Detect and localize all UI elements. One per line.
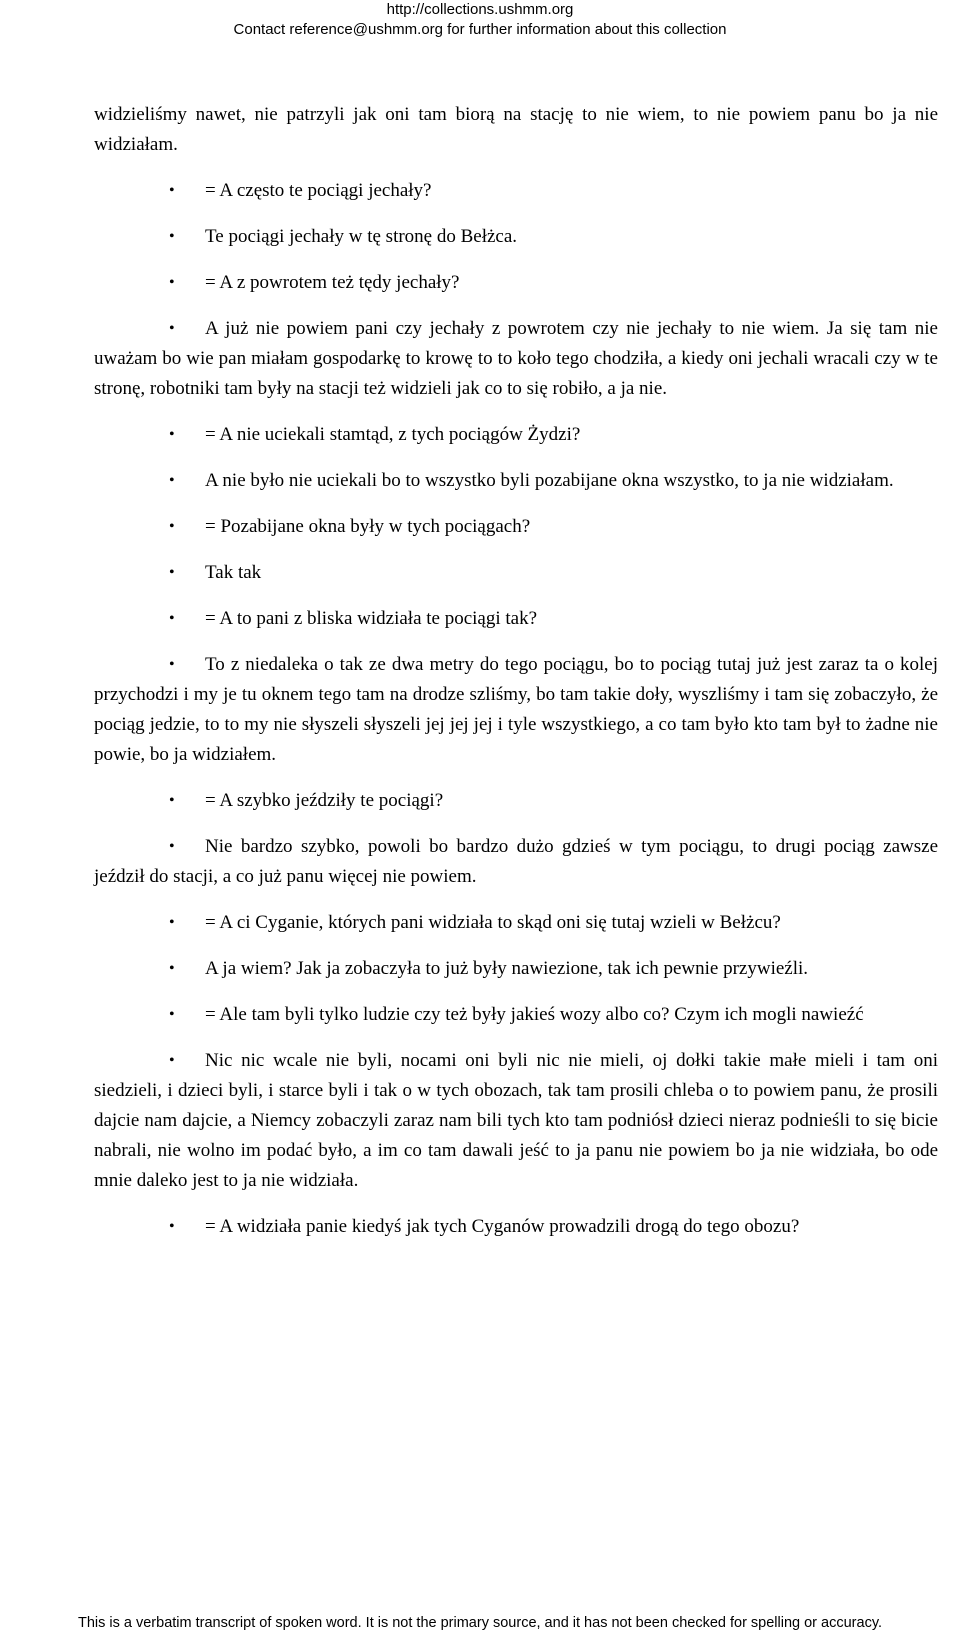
transcript-entry (94, 650, 938, 770)
bullet-icon: • (169, 1006, 175, 1023)
bullet-icon: • (169, 564, 175, 581)
transcript-entry (94, 954, 938, 984)
entry-text: Nie bardzo szybko, powoli bo bardzo dużo gdzieś w tym pociągu, to drugi pociąg zawsze jeździł do stacji, a co już panu więcej nie powiem. (94, 836, 938, 887)
entry-text: = A nie uciekali stamtąd, z tych pociągów Żydzi? (205, 424, 581, 445)
entry-text: Te pociągi jechały w tę stronę do Bełżca. (205, 226, 518, 247)
transcript-entry (94, 268, 938, 298)
entry-text: = A widziała panie kiedyś jak tych Cyganów prowadzili drogą do tego obozu? (205, 1216, 800, 1237)
page-footer (0, 1612, 960, 1634)
transcript-entry (94, 1212, 938, 1242)
bullet-icon: • (169, 426, 175, 443)
entry-text: = Ale tam byli tylko ludzie czy też były jakieś wozy albo co? Czym ich mogli nawieźć (205, 1004, 864, 1025)
bullet-icon: • (169, 320, 175, 337)
transcript-entry (94, 176, 938, 206)
bullet-icon: • (169, 228, 175, 245)
entry-text: = A z powrotem też tędy jechały? (205, 272, 460, 293)
bullet-icon: • (169, 838, 175, 855)
entry-text: A ja wiem? Jak ja zobaczyła to już były nawiezione, tak ich pewnie przywieźli. (205, 958, 809, 979)
transcript-entry (94, 1046, 938, 1196)
entry-text: = A to pani z bliska widziała te pociągi tak? (205, 608, 538, 629)
transcript-entry (94, 512, 938, 542)
bullet-icon: • (169, 274, 175, 291)
bullet-icon: • (169, 1052, 175, 1069)
transcript-entry (94, 314, 938, 404)
intro-paragraph: widzieliśmy nawet, nie patrzyli jak oni tam biorą na stację to nie wiem, to nie powiem panu bo ja nie widziałam. (94, 104, 938, 155)
bullet-icon: • (169, 656, 175, 673)
transcript-entry (94, 466, 938, 496)
bullet-icon: • (169, 1218, 175, 1235)
bullet-icon: • (169, 472, 175, 489)
collection-url[interactable]: http://collections.ushmm.org (386, 1, 574, 18)
page-header (0, 0, 960, 40)
transcript-entries (94, 176, 938, 1242)
bullet-icon: • (169, 518, 175, 535)
transcript-body (94, 100, 938, 1258)
entry-text: = Pozabijane okna były w tych pociągach? (205, 516, 531, 537)
entry-text: A nie było nie uciekali bo to wszystko byli pozabijane okna wszystko, to ja nie widziałam. (205, 470, 894, 491)
contact-line: Contact reference@ushmm.org for further information about this collection (233, 21, 727, 38)
entry-text: = A często te pociągi jechały? (205, 180, 432, 201)
transcript-entry (94, 1000, 938, 1030)
entry-text: Tak tak (205, 562, 262, 583)
bullet-icon: • (169, 792, 175, 809)
entry-text: To z niedaleka o tak ze dwa metry do tego pociągu, bo to pociąg tutaj już jest zaraz ta o kolej przychodzi i my je tu oknem tego tam na drodze szliśmy, bo tam takie doły, wyszliśmy i tam się zobaczyło, że pociąg jedzie, to to my nie słyszeli słyszeli jej jej jej i tyle wszystkiego, a co tam było kto tam był to żadne nie powie, bo ja widziałem. (94, 654, 938, 765)
transcript-entry (94, 222, 938, 252)
bullet-icon: • (169, 914, 175, 931)
entry-text: = A ci Cyganie, których pani widziała to skąd oni się tutaj wzieli w Bełżcu? (205, 912, 781, 933)
entry-text: A już nie powiem pani czy jechały z powrotem czy nie jechały to nie wiem. Ja się tam nie uważam bo wie pan miałam gospodarkę to krowę to to koło tego chodziła, a kiedy oni jechali wracali czy w te stronę, robotniki tam były na stacji też widzieli jak co to się robiło, a ja nie. (94, 318, 938, 399)
disclaimer-text: This is a verbatim transcript of spoken word. It is not the primary source, and it has not been checked for spelling or accuracy. (77, 1615, 883, 1631)
entry-text: = A szybko jeździły te pociągi? (205, 790, 444, 811)
transcript-entry (94, 420, 938, 450)
transcript-entry (94, 908, 938, 938)
bullet-icon: • (169, 610, 175, 627)
transcript-entry (94, 604, 938, 634)
transcript-entry (94, 558, 938, 588)
bullet-icon: • (169, 182, 175, 199)
transcript-entry (94, 786, 938, 816)
bullet-icon: • (169, 960, 175, 977)
entry-text: Nic nic wcale nie byli, nocami oni byli nic nie mieli, oj dołki takie małe mieli i tam oni siedzieli, i dzieci byli, i starce byli i tak o w tych obozach, tak tam prosili chleba o to powiem panu, że prosili dajcie nam dajcie, a Niemcy zobaczyli zaraz nam bili tych kto tam podniósł dzieci nieraz podnieśli to się bicie nabrali, nie wolno im podać było, a im co tam dawali jeść to ja panu nie powiem bo ja nie widziała, bo ode mnie daleko jest to ja nie widziała. (94, 1050, 938, 1191)
transcript-entry (94, 832, 938, 892)
